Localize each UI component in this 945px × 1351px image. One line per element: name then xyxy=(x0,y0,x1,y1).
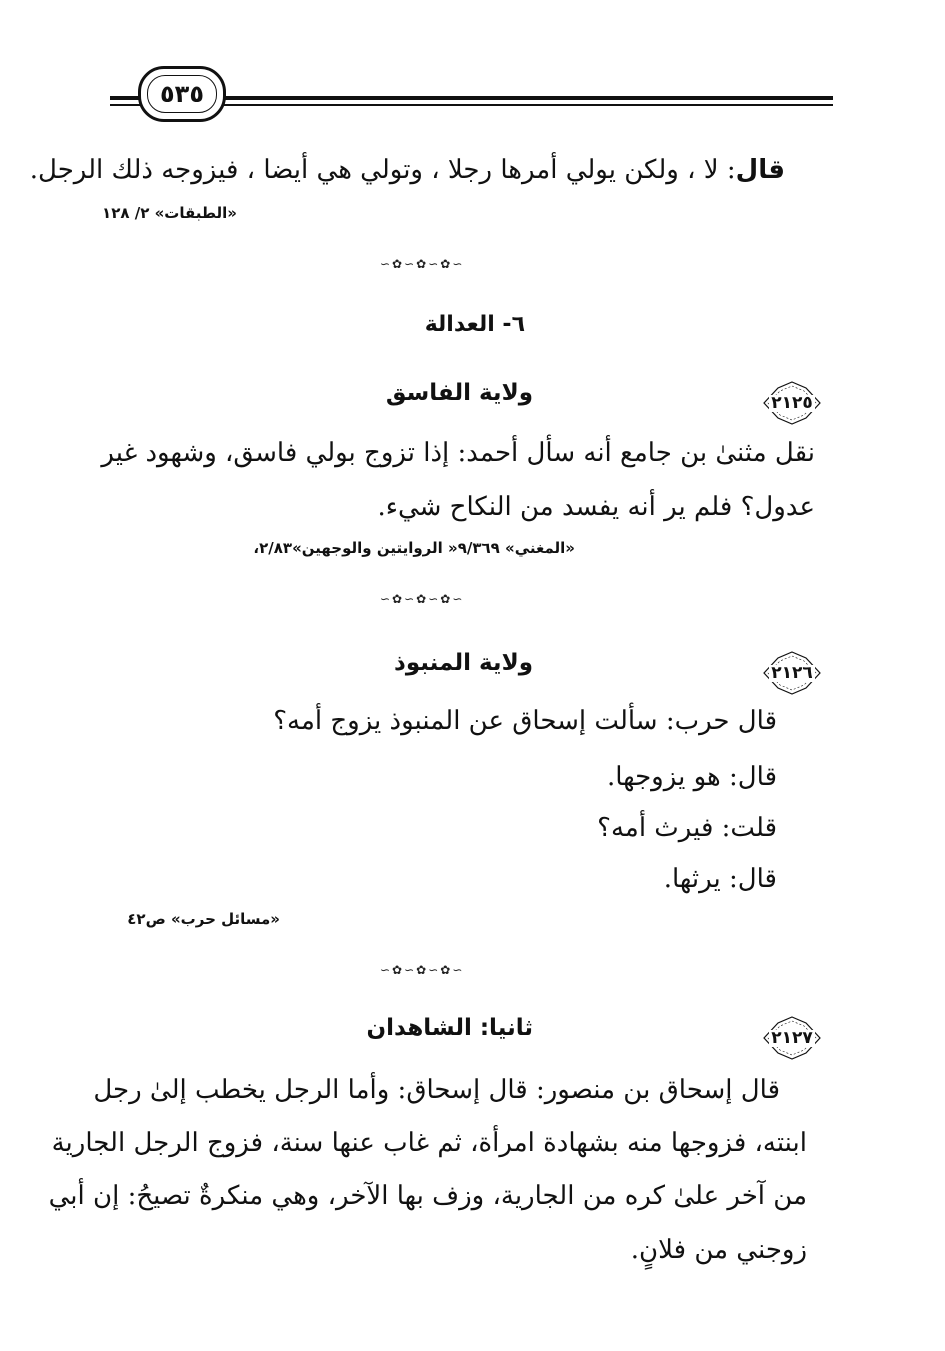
entry-line: قلت: فيرث أمه؟ xyxy=(597,813,777,843)
entry-line: ابنته، فزوجها منه بشهادة امرأة، ثم غاب عنها سنة، فزوج الرجل الجارية xyxy=(51,1128,807,1158)
entry-line: نقل مثنىٰ بن جامع أنه سأل أحمد: إذا تزوج بولي فاسق، وشهود غير xyxy=(101,438,815,468)
entry-number-badge xyxy=(762,1015,822,1061)
page-number-badge xyxy=(138,66,226,122)
intro-source: «الطبقات» ٢/ ١٢٨ xyxy=(102,204,237,222)
entry-line: عدول؟ فلم ير أنه يفسد من النكاح شيء. xyxy=(377,492,815,522)
ornament-divider: ∽✿∽✿∽✿∽ xyxy=(380,963,465,977)
entry-line: من آخر علىٰ كره من الجارية، وزف بها الآخر، وهي منكرةٌ تصيحُ: إن أبي xyxy=(48,1181,807,1211)
entry-source: «مسائل حرب» ص٤٢ xyxy=(127,910,280,928)
entry-source: «المغني» ٩/٣٦٩« الروايتين والوجهين»٢/٨٣، xyxy=(253,539,575,557)
entry-line: زوجني من فلانٍ. xyxy=(630,1235,807,1265)
entry-line: قال: هو يزوجها. xyxy=(606,762,777,792)
entry-title: ولاية المنبوذ xyxy=(394,650,533,676)
entry-number: ٢١٢٧ xyxy=(771,1027,813,1048)
intro-text: : لا ، ولكن يولي أمرها رجلا ، وتولي هي أيضا ، فيزوجه ذلك الرجل. xyxy=(29,155,736,185)
entry-number-badge xyxy=(762,380,822,426)
intro-line xyxy=(30,155,785,186)
entry-line: قال: يرثها. xyxy=(663,864,777,894)
section-title: ٦- العدالة xyxy=(424,312,525,337)
entry-line: قال حرب: سألت إسحاق عن المنبوذ يزوج أمه؟ xyxy=(273,706,777,736)
entry-line: قال إسحاق بن منصور: قال إسحاق: وأما الرجل يخطب إلىٰ رجل xyxy=(93,1075,780,1105)
entry-number: ٢١٢٦ xyxy=(771,662,813,683)
ornament-divider: ∽✿∽✿∽✿∽ xyxy=(380,257,465,271)
page-number: ٥٣٥ xyxy=(160,80,204,108)
entry-title: ثانيا: الشاهدان xyxy=(366,1015,533,1041)
entry-number-badge xyxy=(762,650,822,696)
entry-title: ولاية الفاسق xyxy=(385,380,533,406)
ornament-divider: ∽✿∽✿∽✿∽ xyxy=(380,592,465,606)
entry-number: ٢١٢٥ xyxy=(771,392,813,413)
page-number-frame xyxy=(147,75,217,113)
intro-label: قال xyxy=(735,155,785,185)
